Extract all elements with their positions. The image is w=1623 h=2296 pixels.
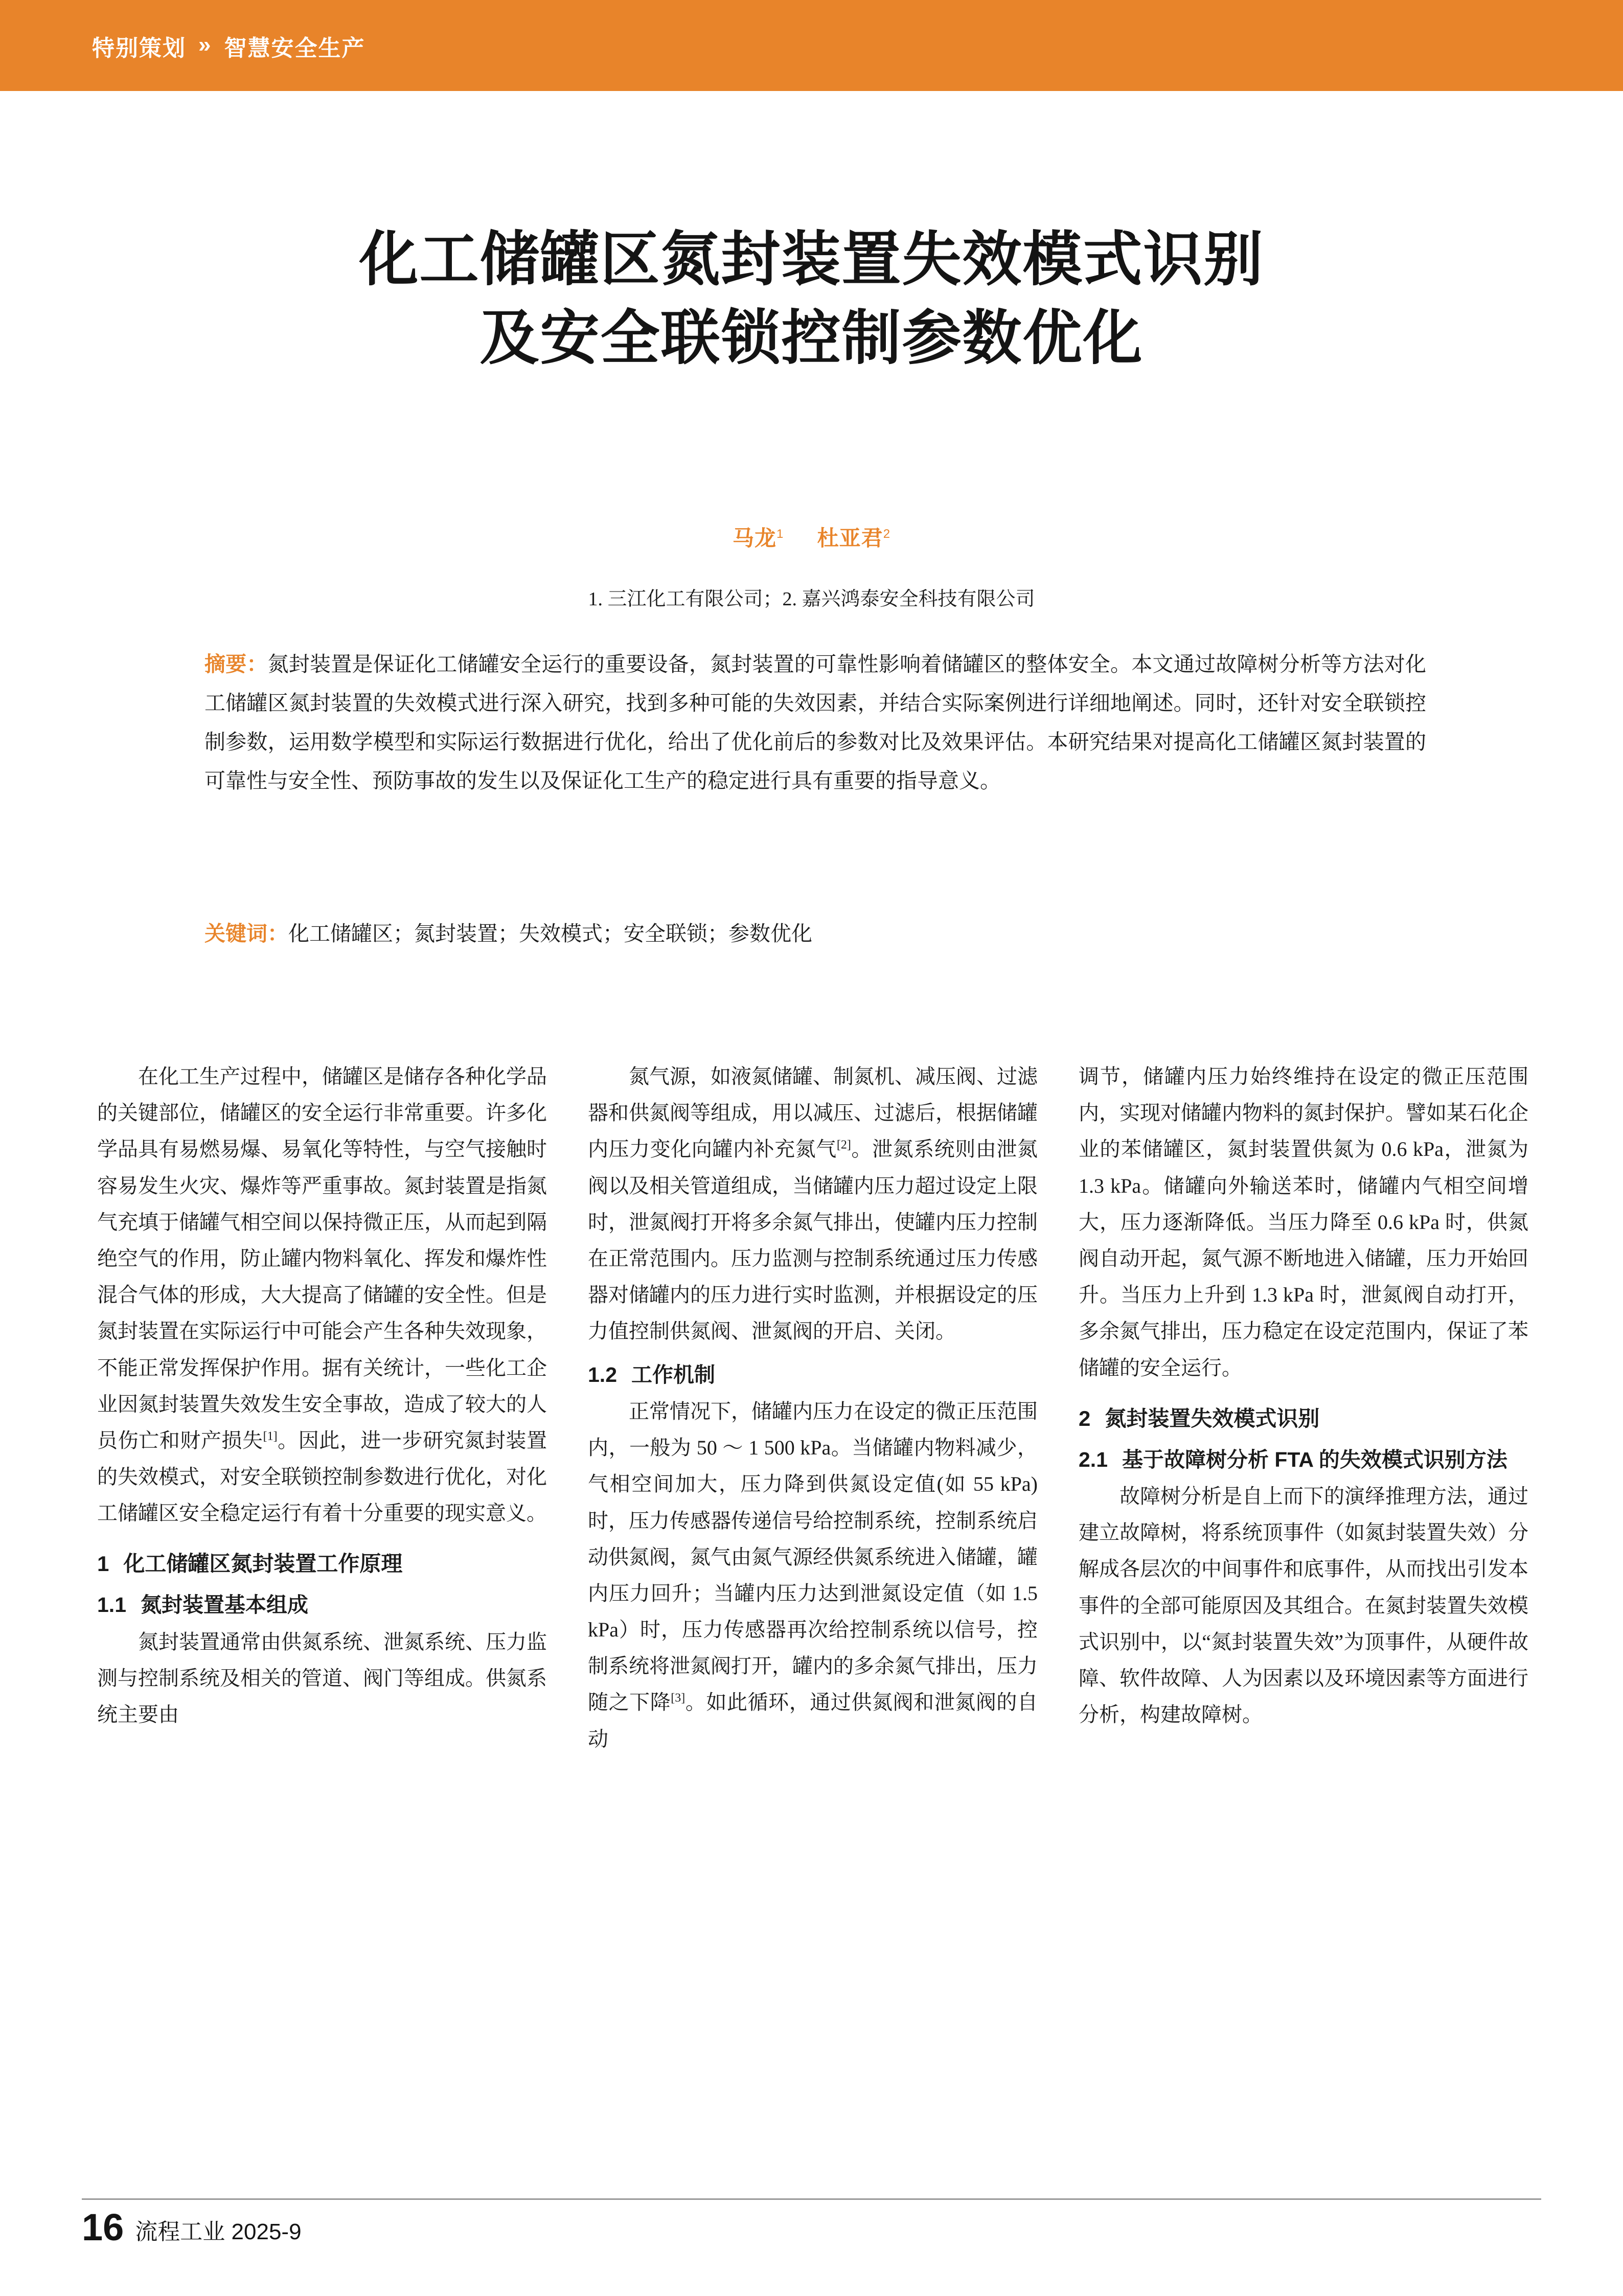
page-title (0, 220, 1623, 378)
section-title: 化工储罐区氮封装置工作原理 (123, 1552, 403, 1576)
subsection-title: 氮封装置基本组成 (141, 1593, 308, 1617)
body-columns (97, 1058, 1528, 2152)
paragraph-text: 正常情况下，储罐内压力在设定的微正压范围内，一般为 50 ～ 1 500 kPa。当储罐内物料减少，气相空间加大，压力降到供氮设定值(如 55 kPa)时，压力传感器传递信号给控制系统，控制系统启动供氮阀，氮气由氮气源经供氮系统进入储罐，罐内压力回升；当罐内压力达到泄氮设定值（如 1.5 kPa）时，压力传感器再次给控制系统以信号，控制系统将泄氮阀打开，罐内的多余氮气排出，压力随之下降 (588, 1399, 1038, 1714)
abstract-text: 氮封装置是保证化工储罐安全运行的重要设备，氮封装置的可靠性影响着储罐区的整体安全。本文通过故障树分析等方法对化工储罐区氮封装置的失效模式进行深入研究，找到多种可能的失效因素，并结合实际案例进行详细地阐述。同时，还针对安全联锁控制参数，运用数学模型和实际运行数据进行优化，给出了优化前后的参数对比及效果评估。本研究结果对提高化工储罐区氮封装置的可靠性与安全性、预防事故的发生以及保证化工生产的稳定进行具有重要的指导意义。 (204, 652, 1427, 792)
paragraph (588, 1393, 1038, 1757)
paragraph-text-tail: 。因此，进一步研究氮封装置的失效模式，对安全联锁控制参数进行优化，对化工储罐区安全稳定运行有着十分重要的现实意义。 (97, 1428, 547, 1525)
page-number: 16 (82, 2206, 124, 2248)
chevron-right-icon: » (198, 32, 212, 57)
title-line-2: 及安全联锁控制参数优化 (479, 305, 1144, 372)
section-heading-2 (1079, 1403, 1528, 1435)
keywords-label: 关键词： (204, 922, 288, 945)
subsection-number: 2.1 (1079, 1447, 1108, 1471)
column-3 (1079, 1058, 1528, 2152)
paragraph-text: 在化工生产过程中，储罐区是储存各种化学品的关键部位，储罐区的安全运行非常重要。许多化学品具有易燃易爆、易氧化等特性，与空气接触时容易发生火灾、爆炸等严重事故。氮封装置是指氮气充填于储罐气相空间以保持微正压，从而起到隔绝空气的作用，防止罐内物料氧化、挥发和爆炸性混合气体的形成，大大提高了储罐的安全性。但是氮封装置在实际运行中可能会产生各种失效现象，不能正常发挥保护作用。据有关统计，一些化工企业因氮封装置失效发生安全事故，造成了较大的人员伤亡和财产损失 (97, 1065, 547, 1452)
subsection-heading-1-1 (97, 1590, 547, 1620)
paragraph: 氮封装置通常由供氮系统、泄氮系统、压力监测与控制系统及相关的管道、阀门等组成。供氮系统主要由 (97, 1630, 547, 1726)
affiliations: 1. 三江化工有限公司；2. 嘉兴鸿泰安全科技有限公司 (588, 588, 1035, 610)
keywords-block (204, 915, 1426, 953)
paragraph: 调节，储罐内压力始终维持在设定的微正压范围内，实现对储罐内物料的氮封保护。譬如某石化企业的苯储罐区，氮封装置供氮为 0.6 kPa，泄氮为 1.3 kPa。储罐向外输送苯时，储罐内气相空间增大，压力逐渐降低。当压力降至 0.6 kPa 时，供氮阀自动开起，氮气源不断地进入储罐，压力开始回升。当压力上升到 1.3 kPa 时，泄氮阀自动打开，多余氮气排出，压力稳定在设定范围内，保证了苯储罐的安全运行。 (1079, 1065, 1528, 1379)
reference-marker: [2] (836, 1139, 851, 1152)
author-2: 杜亚君 (817, 526, 883, 550)
paragraph: 故障树分析是自上而下的演绎推理方法，通过建立故障树，将系统顶事件（如氮封装置失效）分解成各层次的中间事件和底事件，从而找出引发本事件的全部可能原因及其组合。在氮封装置失效模式识别中，以“氮封装置失效”为顶事件，从硬件故障、软件故障、人为因素以及环境因素等方面进行分析，构建故障树。 (1079, 1485, 1528, 1726)
breadcrumb-topic: 智慧安全生产 (224, 36, 365, 61)
subsection-title: 基于故障树分析 FTA 的失效模式识别方法 (1122, 1447, 1507, 1471)
section-title: 氮封装置失效模式识别 (1105, 1406, 1320, 1430)
author-1: 马龙 (732, 526, 776, 550)
subsection-heading-2-1 (1079, 1445, 1528, 1475)
abstract-block (204, 645, 1426, 800)
paragraph-text-tail: 。泄氮系统则由泄氮阀以及相关管道组成，当储罐内压力超过设定上限时，泄氮阀打开将多余氮气排出，使罐内压力控制在正常范围内。压力监测与控制系统通过压力传感器对储罐内的压力进行实时监测，并根据设定的压力值控制供氮阀、泄氮阀的开启、关闭。 (588, 1138, 1038, 1343)
author-list (0, 521, 1623, 552)
paragraph-text-tail: 。如此循环，通过供氮阀和泄氮阀的自动 (588, 1691, 1038, 1751)
subsection-title: 工作机制 (631, 1362, 715, 1386)
reference-marker: [3] (671, 1692, 685, 1706)
column-1 (97, 1058, 547, 2152)
paragraph-text: 氮气源，如液氮储罐、制氮机、减压阀、过滤器和供氮阀等组成，用以减压、过滤后，根据储罐内压力变化向罐内补充氮气 (588, 1065, 1038, 1161)
section-heading-1 (97, 1549, 547, 1580)
keywords-text: 化工储罐区；氮封装置；失效模式；安全联锁；参数优化 (288, 922, 812, 945)
footer-divider (82, 2198, 1541, 2200)
reference-marker: [1] (263, 1429, 278, 1443)
column-2 (588, 1058, 1038, 2152)
author-1-affiliation-marker: 1 (776, 527, 784, 541)
subsection-number: 1.1 (97, 1593, 126, 1617)
publication-info: 流程工业 2025-9 (135, 2219, 302, 2244)
title-line-1: 化工储罐区氮封装置失效模式识别 (359, 226, 1264, 292)
footer (82, 2206, 302, 2248)
paragraph (97, 1058, 547, 1531)
subsection-number: 1.2 (588, 1362, 617, 1386)
author-2-affiliation-marker: 2 (883, 527, 891, 541)
breadcrumb (92, 30, 365, 62)
section-number: 2 (1079, 1406, 1091, 1430)
abstract-label: 摘要： (204, 652, 268, 676)
breadcrumb-category: 特别策划 (92, 36, 186, 61)
section-number: 1 (97, 1552, 109, 1576)
paragraph (588, 1058, 1038, 1350)
subsection-heading-1-2 (588, 1360, 1038, 1390)
header-band (0, 0, 1623, 91)
